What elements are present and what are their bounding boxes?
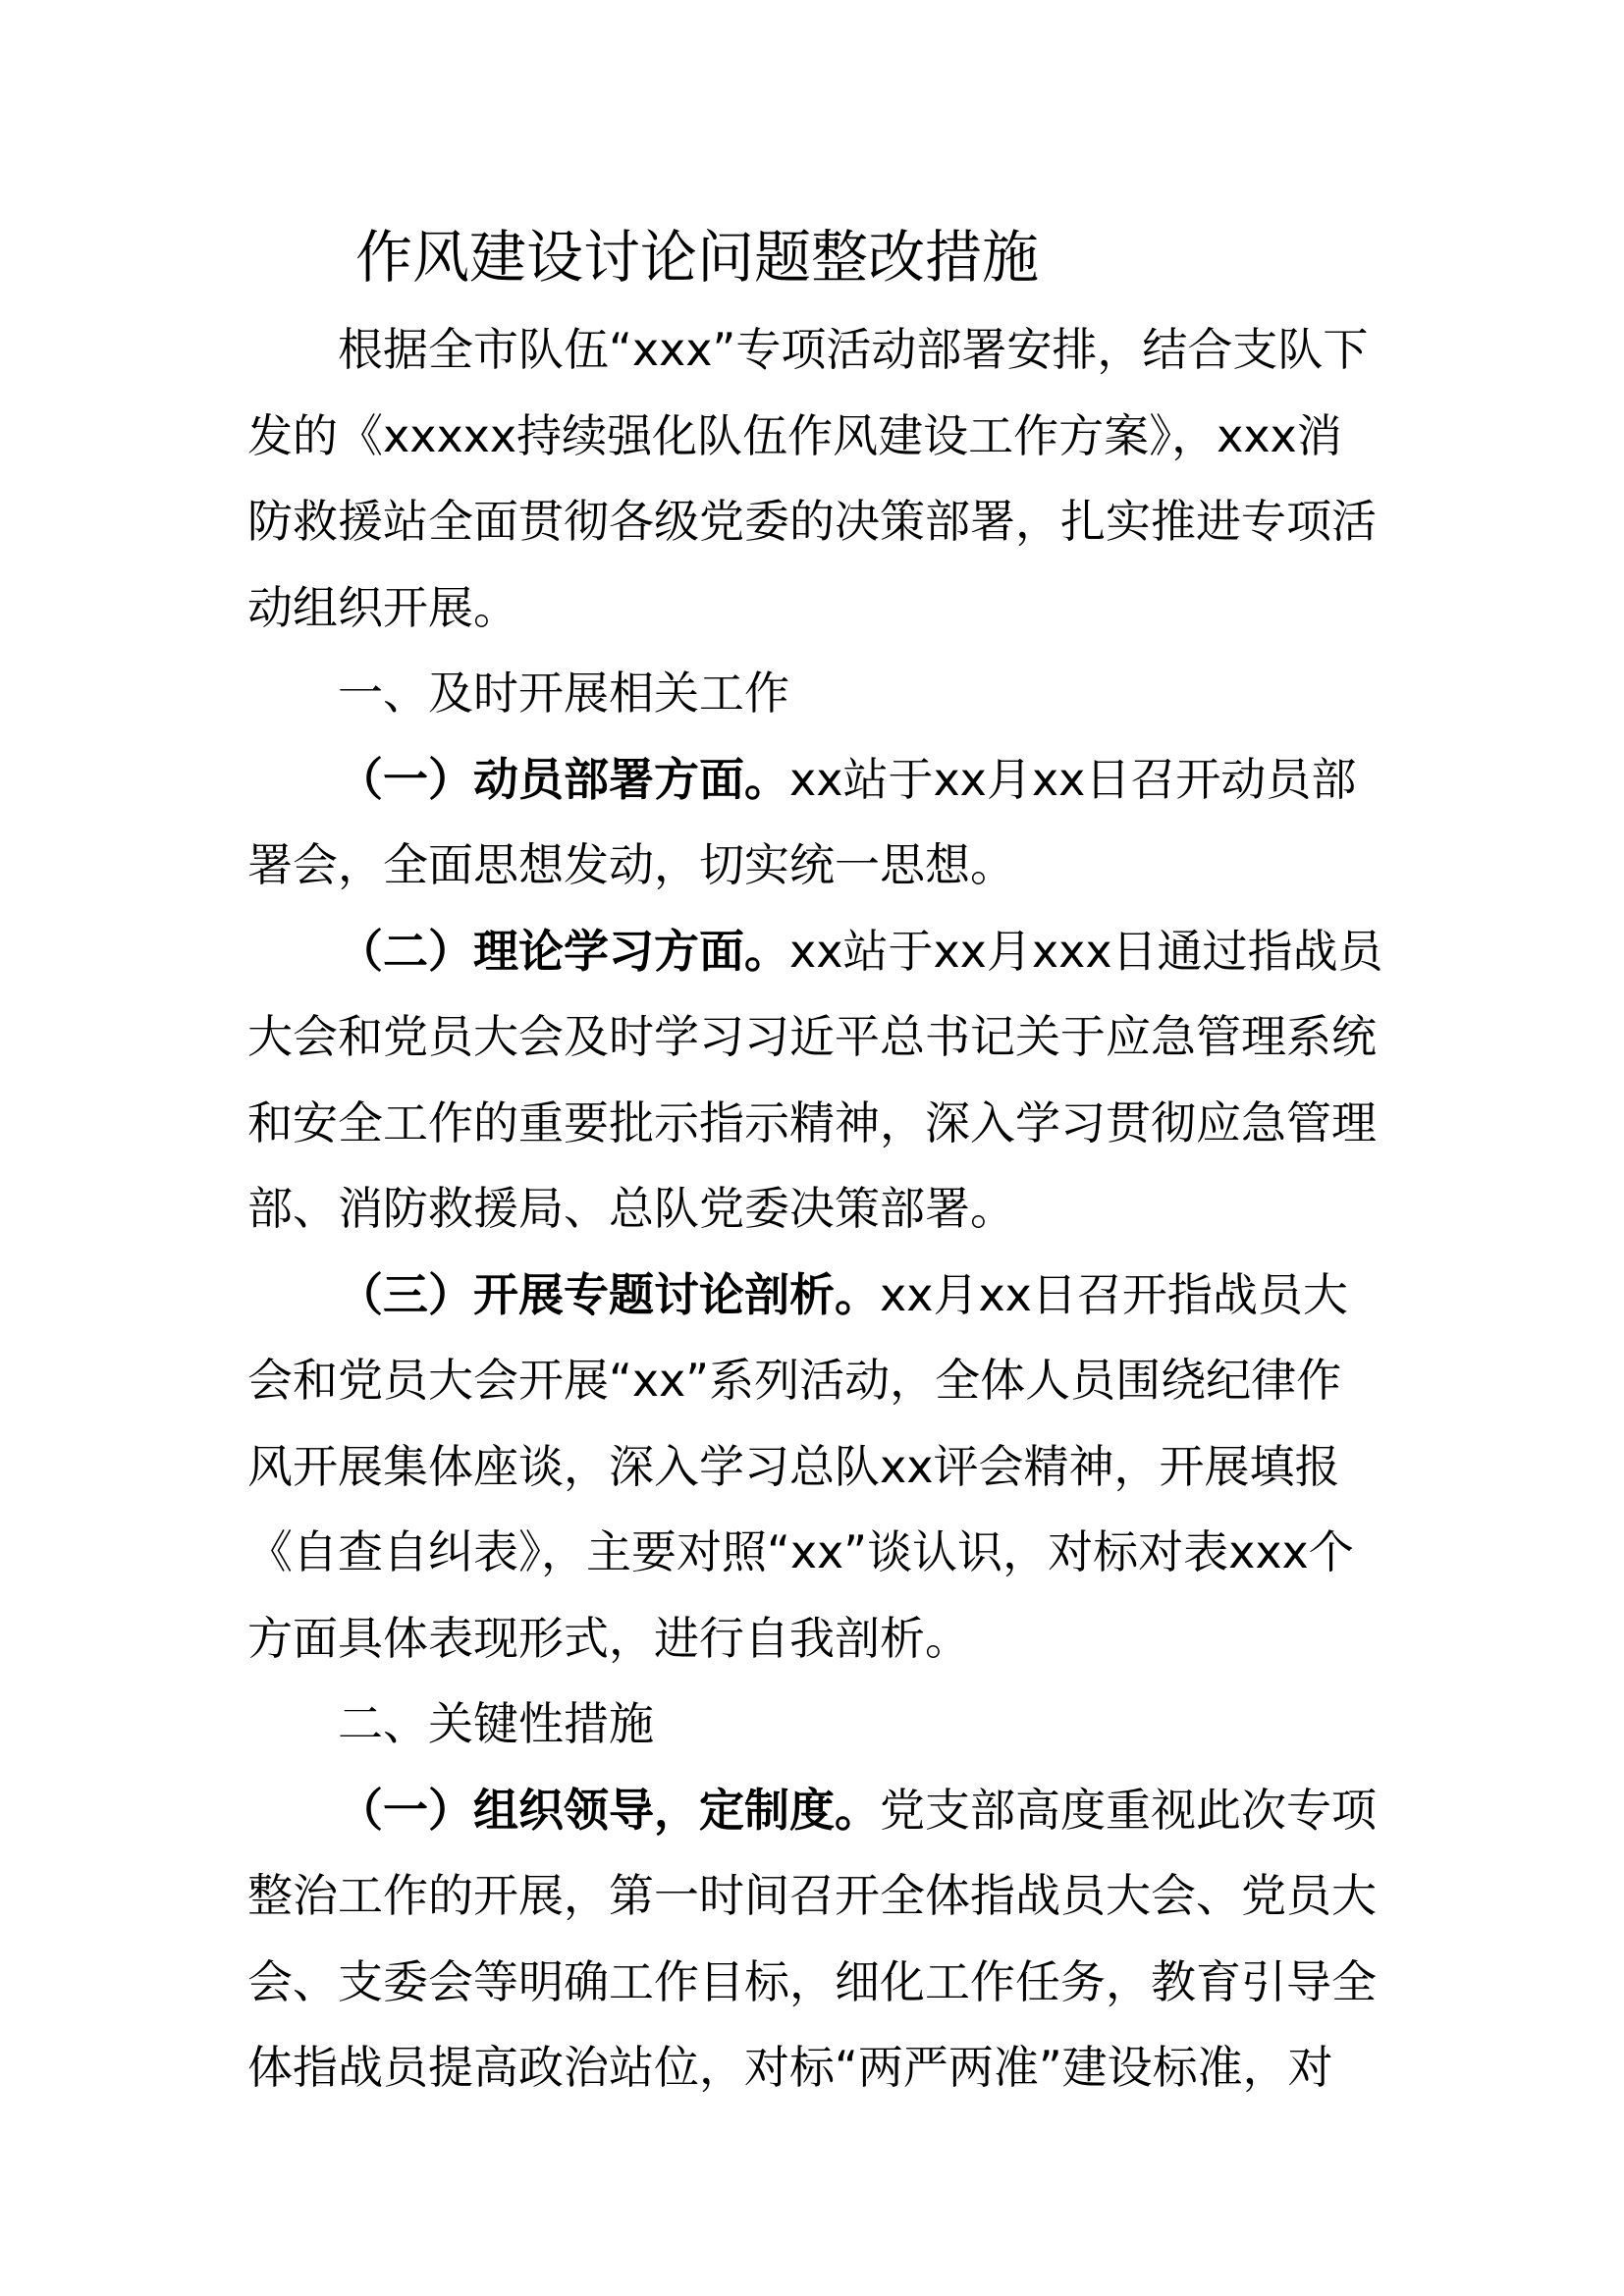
section-heading-1: 一、及时开展相关工作 — [338, 667, 789, 720]
item-text: 党支部高度重视此次专项整治工作的开展，第一时间召开全体指战员大会、党员大会、支委会等明确工作目标，细化工作任务，教育引导全体指战员提高政治站位，对标“两严两准”建设标准，对 — [247, 1783, 1377, 2094]
document-title: 作风建设讨论问题整改措施 — [355, 224, 1040, 291]
section-1-item-3 — [247, 1253, 1386, 1682]
item-lead: （三）开展专题讨论剖析。 — [338, 1267, 880, 1321]
item-lead: （一）动员部署方面。 — [338, 752, 789, 806]
item-lead: （一）组织领导，定制度。 — [338, 1783, 880, 1837]
item-text: xx站于xx月xxx日通过指战员大会和党员大会及时学习习近平总书记关于应急管理系统和安全工作的重要批示指示精神，深入学习贯彻应急管理部、消防救援局、总队党委决策部署。 — [247, 924, 1383, 1235]
section-1-item-1 — [247, 737, 1386, 909]
section-2-item-1 — [247, 1768, 1386, 2111]
item-text: xx月xx日召开指战员大会和党员大会开展“xx”系列活动，全体人员围绕纪律作风开展集体座谈，深入学习总队xx评会精神，开展填报《自查自纠表》，主要对照“xx”谈认识，对标对表xxx个方面具体表现形式，进行自我剖析。 — [247, 1267, 1354, 1665]
item-lead: （二）理论学习方面。 — [338, 924, 789, 978]
section-heading-2: 二、关键性措施 — [338, 1697, 654, 1750]
item-text: xx站于xx月xx日召开动员部署会，全面思想发动，切实统一思想。 — [247, 752, 1357, 891]
section-1-item-2 — [247, 909, 1386, 1253]
intro-paragraph: 根据全市队伍“xxx”专项活动部署安排，结合支队下发的《xxxxx持续强化队伍作风建设工作方案》，xxx消防救援站全面贯彻各级党委的决策部署，扎实推进专项活动组织开展。 — [247, 323, 1377, 634]
document-body — [247, 307, 1386, 2111]
